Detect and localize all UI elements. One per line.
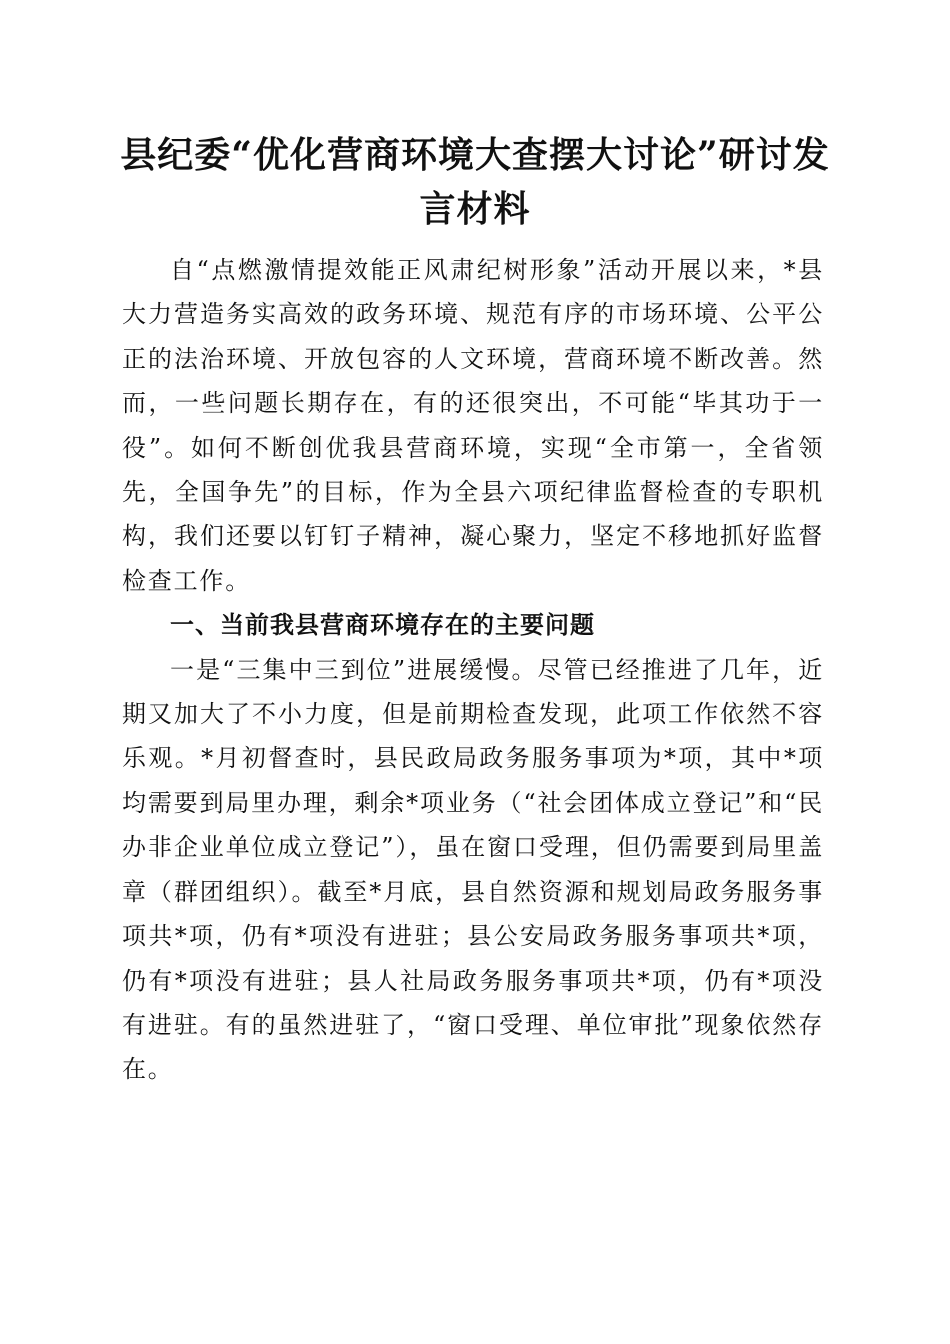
section-paragraph: 一是“三集中三到位”进展缓慢。尽管已经推进了几年，近期又加大了不小力度，但是前期检查发现，此项工作依然不容乐观。*月初督查时，县民政局政务服务事项为*项，其中*项均需要到局里办理，剩余*项业务（“社会团体成立登记”和“民办非企业单位成立登记”），虽在窗口受理，但仍需要到局里盖章（群团组织）。截至*月底，县自然资源和规划局政务服务事项共*项，仍有*项没有进驻；县公安局政务服务事项共*项，仍有*项没有进驻；县人社局政务服务事项共*项，仍有*项没有进驻。有的虽然进驻了，“窗口受理、单位审批”现象依然存在。	[122, 655, 824, 1084]
document-body	[122, 248, 824, 1092]
intro-paragraph: 自“点燃激情提效能正风肃纪树形象”活动开展以来，*县大力营造务实高效的政务环境、规范有序的市场环境、公平公正的法治环境、开放包容的人文环境，营商环境不断改善。然而，一些问题长期存在，有的还很突出，不可能“毕其功于一役”。如何不断创优我县营商环境，实现“全市第一，全省领先，全国争先”的目标，作为全县六项纪律监督检查的专职机构，我们还要以钉钉子精神，凝心聚力，坚定不移地抓好监督检查工作。	[122, 256, 824, 595]
section-heading: 一、当前我县营商环境存在的主要问题	[170, 611, 595, 640]
document-title: 县纪委“优化营商环境大查摆大讨论”研讨发言材料	[120, 134, 830, 230]
